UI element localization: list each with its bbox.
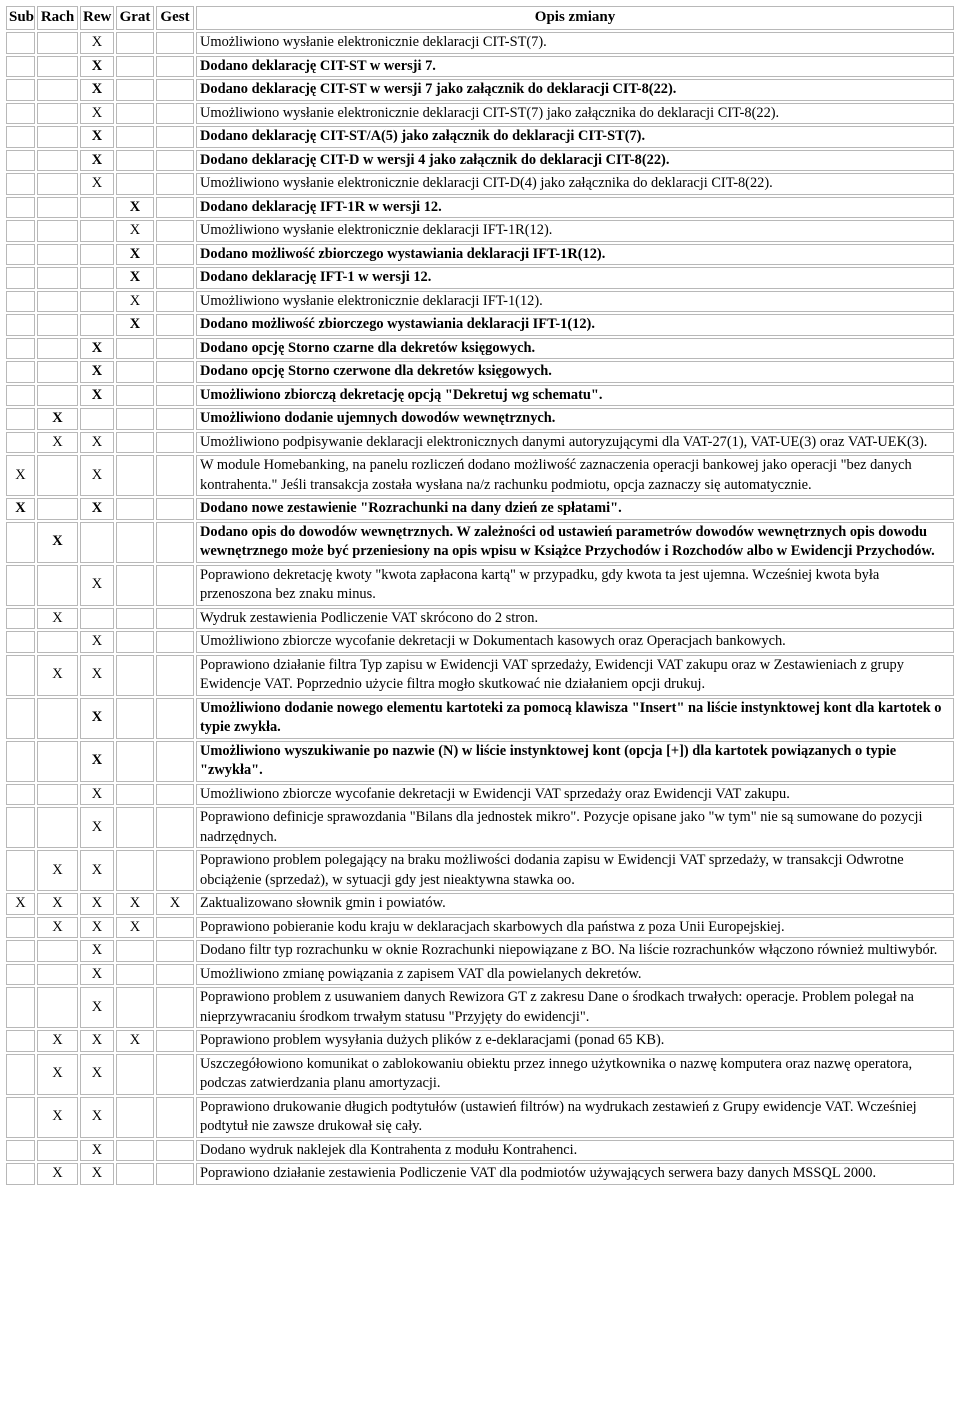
change-description: Poprawiono definicje sprawozdania "Bilans dla jednostek mikro". Pozycje opisane jako "w tym" nie są sumowane do pozycji nadrzędnych. [196,807,954,848]
module-mark-grat: X [116,197,154,219]
module-mark-rach [37,698,78,739]
module-mark-sub [6,741,35,782]
module-mark-sub [6,987,35,1028]
module-mark-rew: X [80,893,114,915]
module-mark-rew: X [80,807,114,848]
module-mark-gest [156,79,194,101]
module-mark-grat [116,432,154,454]
module-mark-rach: X [37,432,78,454]
table-row [6,267,954,289]
module-mark-rach: X [37,917,78,939]
module-mark-grat [116,173,154,195]
module-mark-sub [6,173,35,195]
module-mark-grat [116,1097,154,1138]
table-row [6,741,954,782]
module-mark-sub [6,940,35,962]
table-row [6,522,954,563]
module-mark-sub [6,361,35,383]
table-row [6,150,954,172]
module-mark-rach: X [37,408,78,430]
column-header-rach: Rach [37,6,78,30]
table-row [6,291,954,313]
module-mark-grat [116,987,154,1028]
module-mark-gest [156,291,194,313]
module-mark-gest [156,1097,194,1138]
module-mark-gest [156,314,194,336]
module-mark-rach: X [37,522,78,563]
module-mark-sub [6,1097,35,1138]
module-mark-rew: X [80,1054,114,1095]
module-mark-rach [37,56,78,78]
module-mark-gest [156,103,194,125]
module-mark-gest [156,850,194,891]
module-mark-rach: X [37,1030,78,1052]
change-description: Zaktualizowano słownik gmin i powiatów. [196,893,954,915]
module-mark-rew: X [80,1140,114,1162]
module-mark-gest [156,940,194,962]
module-mark-rew: X [80,1163,114,1185]
module-mark-gest [156,522,194,563]
module-mark-grat [116,79,154,101]
change-description: Umożliwiono zbiorczą dekretację opcją "Dekretuj wg schematu". [196,385,954,407]
module-mark-grat [116,56,154,78]
change-description: Dodano wydruk naklejek dla Kontrahenta z modułu Kontrahenci. [196,1140,954,1162]
change-description: Umożliwiono wysłanie elektronicznie deklaracji CIT-D(4) jako załącznika do deklaracji CIT-8(22). [196,173,954,195]
change-description: Umożliwiono zmianę powiązania z zapisem VAT dla powielanych dekretów. [196,964,954,986]
module-mark-gest [156,173,194,195]
module-mark-grat [116,608,154,630]
module-mark-gest [156,608,194,630]
module-mark-grat [116,361,154,383]
module-mark-rew: X [80,56,114,78]
module-mark-rew: X [80,150,114,172]
module-mark-rew: X [80,917,114,939]
module-mark-rew [80,267,114,289]
table-row [6,498,954,520]
table-row [6,197,954,219]
change-description: Poprawiono działanie zestawienia Podliczenie VAT dla podmiotów używających serwera bazy danych MSSQL 2000. [196,1163,954,1185]
module-mark-rew: X [80,698,114,739]
module-mark-gest [156,385,194,407]
table-row [6,103,954,125]
module-mark-rew: X [80,103,114,125]
change-description: Umożliwiono zbiorcze wycofanie dekretacji w Dokumentach kasowych oraz Operacjach bankowych. [196,631,954,653]
module-mark-sub: X [6,455,35,496]
module-mark-gest [156,408,194,430]
change-description: Umożliwiono wysłanie elektronicznie deklaracji IFT-1(12). [196,291,954,313]
change-description: Dodano możliwość zbiorczego wystawiania deklaracji IFT-1R(12). [196,244,954,266]
table-row [6,1097,954,1138]
module-mark-rew [80,220,114,242]
table-row [6,1054,954,1095]
module-mark-gest [156,338,194,360]
table-row [6,314,954,336]
change-description: Umożliwiono dodanie ujemnych dowodów wewnętrznych. [196,408,954,430]
module-mark-grat: X [116,893,154,915]
module-mark-rew: X [80,565,114,606]
module-mark-rach [37,741,78,782]
table-row [6,893,954,915]
module-mark-sub: X [6,893,35,915]
module-mark-gest [156,1140,194,1162]
module-mark-sub [6,1140,35,1162]
module-mark-rew [80,608,114,630]
table-row [6,244,954,266]
change-description: Poprawiono pobieranie kodu kraju w deklaracjach skarbowych dla państwa z poza Unii Europejskiej. [196,917,954,939]
module-mark-grat [116,807,154,848]
change-log-page [4,4,956,1187]
module-mark-gest [156,964,194,986]
module-mark-rach [37,964,78,986]
module-mark-rew: X [80,655,114,696]
module-mark-rach [37,784,78,806]
module-mark-gest [156,987,194,1028]
column-header-gest: Gest [156,6,194,30]
module-mark-rach [37,631,78,653]
module-mark-rach [37,361,78,383]
module-mark-gest: X [156,893,194,915]
module-mark-gest [156,655,194,696]
module-mark-sub [6,56,35,78]
module-mark-grat [116,655,154,696]
change-description: Poprawiono drukowanie długich podtytułów (ustawień filtrów) na wydrukach zestawień z Grupy ewidencje VAT. Wcześniej podtytuł nie zawsze drukował się cały. [196,1097,954,1138]
table-row [6,79,954,101]
column-header-rew: Rew [80,6,114,30]
change-description: Umożliwiono podpisywanie deklaracji elektronicznych danymi autoryzującymi dla VAT-27(1), VAT-UE(3) oraz VAT-UEK(3). [196,432,954,454]
module-mark-sub [6,1054,35,1095]
module-mark-rach [37,267,78,289]
table-row [6,173,954,195]
module-mark-grat [116,631,154,653]
module-mark-gest [156,432,194,454]
change-description: Umożliwiono dodanie nowego elementu kartoteki za pomocą klawisza "Insert" na liście instynktowej kont dla kartotek o typie zwykła. [196,698,954,739]
module-mark-grat [116,455,154,496]
module-mark-grat [116,964,154,986]
module-mark-grat: X [116,314,154,336]
module-mark-grat [116,850,154,891]
module-mark-rew: X [80,361,114,383]
module-mark-gest [156,917,194,939]
module-mark-rew [80,522,114,563]
change-description: Dodano deklarację IFT-1R w wersji 12. [196,197,954,219]
table-row [6,964,954,986]
module-mark-gest [156,784,194,806]
module-mark-rew [80,314,114,336]
change-description: Dodano opcję Storno czerwone dla dekretów księgowych. [196,361,954,383]
module-mark-rach [37,807,78,848]
module-mark-rew: X [80,338,114,360]
module-mark-rew: X [80,126,114,148]
module-mark-sub [6,631,35,653]
module-mark-grat [116,150,154,172]
module-mark-sub [6,338,35,360]
module-mark-rach: X [37,1097,78,1138]
module-mark-rach [37,987,78,1028]
module-mark-gest [156,698,194,739]
change-description: Umożliwiono zbiorcze wycofanie dekretacji w Ewidencji VAT sprzedaży oraz Ewidencji VAT zakupu. [196,784,954,806]
module-mark-gest [156,455,194,496]
module-mark-rach: X [37,1163,78,1185]
module-mark-grat [116,784,154,806]
module-mark-rew [80,408,114,430]
module-mark-rew: X [80,940,114,962]
table-row [6,126,954,148]
module-mark-gest [156,150,194,172]
module-mark-rew: X [80,455,114,496]
module-mark-rew: X [80,964,114,986]
module-mark-rach: X [37,655,78,696]
module-mark-rach [37,244,78,266]
change-description: Dodano opcję Storno czarne dla dekretów księgowych. [196,338,954,360]
module-mark-sub [6,79,35,101]
module-mark-rach: X [37,1054,78,1095]
table-row [6,850,954,891]
module-mark-sub [6,408,35,430]
module-mark-sub [6,850,35,891]
module-mark-rach: X [37,850,78,891]
module-mark-rach [37,103,78,125]
module-mark-grat: X [116,220,154,242]
module-mark-rew: X [80,987,114,1028]
module-mark-sub [6,964,35,986]
change-description: Dodano opis do dowodów wewnętrznych. W zależności od ustawień parametrów dowodów wewnętrznych opis dowodu wewnętrznego może być przeniesiony na opis wpisu w Książce Przychodów i Rozchodów albo w Ewidencji Przychodów. [196,522,954,563]
table-row [6,655,954,696]
table-row [6,807,954,848]
module-mark-grat [116,32,154,54]
table-body [6,32,954,1185]
table-row [6,338,954,360]
table-row [6,361,954,383]
change-description: Umożliwiono wysłanie elektronicznie deklaracji CIT-ST(7) jako załącznika do deklaracji CIT-8(22). [196,103,954,125]
module-mark-grat [116,1054,154,1095]
change-description: Dodano deklarację CIT-ST w wersji 7. [196,56,954,78]
module-mark-gest [156,220,194,242]
module-mark-sub [6,385,35,407]
module-mark-sub [6,267,35,289]
change-description: Dodano deklarację CIT-ST/A(5) jako załącznik do deklaracji CIT-ST(7). [196,126,954,148]
module-mark-gest [156,741,194,782]
module-mark-grat [116,126,154,148]
module-mark-gest [156,244,194,266]
module-mark-sub [6,522,35,563]
module-mark-gest [156,197,194,219]
module-mark-sub [6,698,35,739]
module-mark-rach [37,385,78,407]
change-description: Umożliwiono wyszukiwanie po nazwie (N) w liście instynktowej kont (opcja [+]) dla kartotek powiązanych o typie "zwykła". [196,741,954,782]
column-header-description: Opis zmiany [196,6,954,30]
module-mark-sub [6,197,35,219]
module-mark-rach [37,197,78,219]
module-mark-gest [156,807,194,848]
module-mark-sub [6,565,35,606]
module-mark-grat [116,338,154,360]
module-mark-grat [116,1140,154,1162]
module-mark-gest [156,267,194,289]
module-mark-rew: X [80,631,114,653]
module-mark-grat [116,385,154,407]
change-description: Dodano deklarację CIT-ST w wersji 7 jako załącznik do deklaracji CIT-8(22). [196,79,954,101]
table-row [6,784,954,806]
module-mark-sub [6,32,35,54]
module-mark-rach [37,455,78,496]
module-mark-rew: X [80,784,114,806]
module-mark-gest [156,498,194,520]
module-mark-rach: X [37,608,78,630]
module-mark-rew: X [80,432,114,454]
module-mark-rew: X [80,850,114,891]
module-mark-sub [6,291,35,313]
module-mark-sub [6,784,35,806]
change-description: Dodano deklarację IFT-1 w wersji 12. [196,267,954,289]
module-mark-sub [6,220,35,242]
module-mark-rew [80,197,114,219]
module-mark-rew: X [80,1030,114,1052]
table-row [6,917,954,939]
change-description: Umożliwiono wysłanie elektronicznie deklaracji CIT-ST(7). [196,32,954,54]
module-mark-rach [37,32,78,54]
module-mark-gest [156,631,194,653]
module-mark-gest [156,361,194,383]
change-description: W module Homebanking, na panelu rozliczeń dodano możliwość zaznaczenia operacji bankowej jako operacji "bez danych kontrahenta." Jeśli transakcja została wysłana na/z rachunku podmiotu, opcja zaznaczy się automatycznie. [196,455,954,496]
change-description: Umożliwiono wysłanie elektronicznie deklaracji IFT-1R(12). [196,220,954,242]
module-mark-grat [116,741,154,782]
table-row [6,565,954,606]
module-mark-rach [37,338,78,360]
module-mark-gest [156,1030,194,1052]
module-mark-sub [6,126,35,148]
module-mark-rach [37,173,78,195]
module-mark-sub [6,103,35,125]
module-mark-rach [37,79,78,101]
module-mark-rew [80,244,114,266]
module-mark-grat: X [116,1030,154,1052]
module-mark-grat [116,1163,154,1185]
module-mark-gest [156,1163,194,1185]
change-log-table [4,4,956,1187]
column-header-grat: Grat [116,6,154,30]
change-description: Poprawiono problem polegający na braku możliwości dodania zapisu w Ewidencji VAT sprzedaży, w transakcji Odwrotne obciążenie (sprzedaż), w sytuacji gdy jest nieaktywna stawka oo. [196,850,954,891]
change-description: Dodano możliwość zbiorczego wystawiania deklaracji IFT-1(12). [196,314,954,336]
table-row [6,1030,954,1052]
table-row [6,1163,954,1185]
module-mark-gest [156,1054,194,1095]
module-mark-rach: X [37,893,78,915]
module-mark-rew [80,291,114,313]
module-mark-rew: X [80,173,114,195]
module-mark-gest [156,565,194,606]
module-mark-grat [116,940,154,962]
module-mark-rew: X [80,498,114,520]
table-row [6,432,954,454]
module-mark-grat [116,498,154,520]
module-mark-grat: X [116,244,154,266]
module-mark-sub [6,150,35,172]
module-mark-rach [37,150,78,172]
module-mark-grat: X [116,917,154,939]
module-mark-rach [37,126,78,148]
table-header-row [6,6,954,30]
change-description: Poprawiono działanie filtra Typ zapisu w Ewidencji VAT sprzedaży, Ewidencji VAT zakupu oraz w Zestawieniach z grupy Ewidencje VAT. Poprzednio użycie filtra mogło skutkować nie działaniem opcji drukuj. [196,655,954,696]
change-description: Wydruk zestawienia Podliczenie VAT skrócono do 2 stron. [196,608,954,630]
table-row [6,987,954,1028]
module-mark-sub [6,1163,35,1185]
module-mark-grat [116,408,154,430]
module-mark-rach [37,1140,78,1162]
table-row [6,608,954,630]
module-mark-gest [156,32,194,54]
module-mark-rew: X [80,79,114,101]
module-mark-sub [6,432,35,454]
table-row [6,455,954,496]
table-row [6,698,954,739]
module-mark-grat: X [116,291,154,313]
change-description: Poprawiono problem wysyłania dużych plików z e-deklaracjami (ponad 65 KB). [196,1030,954,1052]
table-row [6,220,954,242]
module-mark-rach [37,291,78,313]
module-mark-sub [6,917,35,939]
module-mark-sub: X [6,498,35,520]
table-row [6,1140,954,1162]
module-mark-rew: X [80,385,114,407]
module-mark-grat [116,522,154,563]
table-row [6,385,954,407]
change-description: Dodano deklarację CIT-D w wersji 4 jako załącznik do deklaracji CIT-8(22). [196,150,954,172]
change-description: Dodano filtr typ rozrachunku w oknie Rozrachunki niepowiązane z BO. Na liście rozrachunków włączono również multiwybór. [196,940,954,962]
change-description: Poprawiono problem z usuwaniem danych Rewizora GT z zakresu Dane o środkach trwałych: operacje. Problem polegał na nieprzywracaniu środkom trwałym statusu "Przyjęty do ewidencji". [196,987,954,1028]
column-header-sub: Sub [6,6,35,30]
module-mark-rew: X [80,1097,114,1138]
module-mark-rach [37,498,78,520]
module-mark-grat [116,103,154,125]
table-row [6,408,954,430]
table-row [6,32,954,54]
change-description: Dodano nowe zestawienie "Rozrachunki na dany dzień ze spłatami". [196,498,954,520]
table-row [6,56,954,78]
module-mark-sub [6,608,35,630]
table-row [6,631,954,653]
module-mark-grat [116,698,154,739]
change-description: Poprawiono dekretację kwoty "kwota zapłacona kartą" w przypadku, gdy kwota ta jest ujemna. Wcześniej kwota była przenoszona bez znaku minus. [196,565,954,606]
module-mark-sub [6,807,35,848]
module-mark-gest [156,56,194,78]
module-mark-sub [6,1030,35,1052]
module-mark-sub [6,314,35,336]
module-mark-sub [6,244,35,266]
module-mark-rach [37,565,78,606]
change-description: Uszczegółowiono komunikat o zablokowaniu obiektu przez innego użytkownika o nazwę komputera oraz nazwę operatora, podczas zatwierdzania planu amortyzacji. [196,1054,954,1095]
module-mark-rach [37,314,78,336]
module-mark-rach [37,220,78,242]
table-row [6,940,954,962]
module-mark-grat [116,565,154,606]
module-mark-sub [6,655,35,696]
module-mark-rew: X [80,741,114,782]
module-mark-rew: X [80,32,114,54]
module-mark-grat: X [116,267,154,289]
module-mark-rach [37,940,78,962]
module-mark-gest [156,126,194,148]
